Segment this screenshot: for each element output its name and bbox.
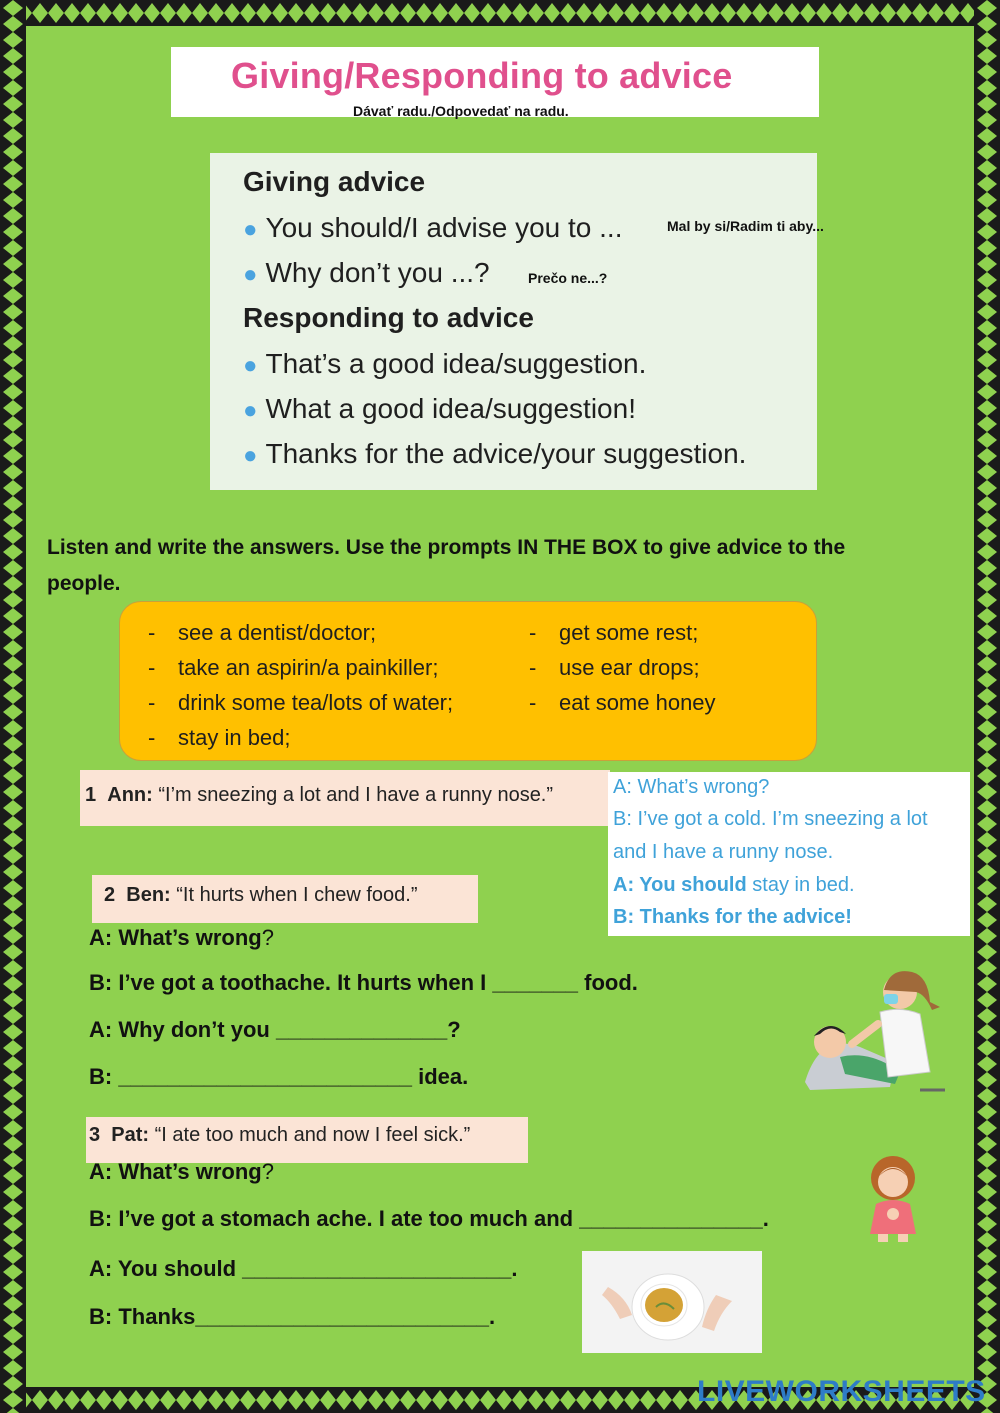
- example-line: B: I’ve got a cold. I’m sneezing a lot: [613, 808, 928, 830]
- prompt-item: - get some rest;: [529, 620, 699, 645]
- page-subtitle: Dávať radu./Odpovedať na radu.: [353, 103, 569, 119]
- q2-line: A: What’s wrong?: [89, 925, 274, 950]
- giving-note: Prečo ne...?: [528, 270, 608, 286]
- prompt-item: - drink some tea/lots of water;: [148, 690, 454, 715]
- liveworksheets-logo[interactable]: LIVEWORKSHEETS: [697, 1375, 986, 1408]
- prompt-item: - eat some honey: [529, 690, 716, 715]
- dentist-image: [800, 962, 950, 1094]
- prompt-item: - see a dentist/doctor;: [148, 620, 377, 645]
- responding-advice-heading: Responding to advice: [243, 302, 534, 333]
- border-top: [0, 0, 1000, 26]
- q3-line[interactable]: B: Thanks________________________.: [89, 1304, 496, 1329]
- sick-girl-image: [862, 1152, 924, 1244]
- q1-quote: 1 Ann: “I’m sneezing a lot and I have a runny nose.”: [85, 784, 554, 806]
- example-line: and I have a runny nose.: [613, 841, 834, 863]
- page-title: Giving/Responding to advice: [231, 55, 733, 96]
- example-line: A: What’s wrong?: [613, 776, 770, 798]
- prompt-item: - take an aspirin/a painkiller;: [148, 655, 439, 680]
- q3-line: A: What’s wrong?: [89, 1159, 274, 1184]
- prompt-item: - use ear drops;: [529, 655, 700, 680]
- responding-item: ● What a good idea/suggestion!: [243, 393, 636, 424]
- q3-line[interactable]: A: You should ______________________.: [89, 1256, 518, 1281]
- bullet-icon: ●: [243, 216, 258, 243]
- responding-item: ● Thanks for the advice/your suggestion.: [243, 438, 747, 469]
- example-line: A: You should stay in bed.: [613, 874, 855, 896]
- giving-note: Mal by si/Radim ti aby...: [667, 218, 824, 234]
- q2-line[interactable]: B: I’ve got a toothache. It hurts when I _______ food.: [89, 970, 638, 995]
- border-left: [0, 0, 26, 1413]
- instructions: Listen and write the answers. Use the prompts IN THE BOX to give advice to the people.: [47, 536, 846, 595]
- q3-line[interactable]: B: I’ve got a stomach ache. I ate too much and _______________.: [89, 1206, 769, 1231]
- example-line: B: Thanks for the advice!: [613, 906, 852, 928]
- bullet-icon: ●: [243, 442, 258, 469]
- giving-advice-heading: Giving advice: [243, 166, 426, 197]
- responding-item: ● That’s a good idea/suggestion.: [243, 348, 647, 379]
- q3-quote: 3 Pat: “I ate too much and now I feel sick.”: [89, 1124, 471, 1146]
- bullet-icon: ●: [243, 352, 258, 379]
- bullet-icon: ●: [243, 397, 258, 424]
- q2-quote: 2 Ben: “It hurts when I chew food.”: [104, 884, 418, 906]
- bullet-icon: ●: [243, 261, 258, 288]
- tea-cup-image: [582, 1251, 762, 1353]
- q2-line[interactable]: B: ________________________ idea.: [89, 1064, 469, 1089]
- prompt-item: - stay in bed;: [148, 725, 291, 750]
- giving-item: ● You should/I advise you to ...: [243, 212, 623, 243]
- giving-item: ● Why don’t you ...?: [243, 257, 490, 288]
- border-right: [974, 0, 1000, 1413]
- q2-line[interactable]: A: Why don’t you ______________?: [89, 1017, 461, 1042]
